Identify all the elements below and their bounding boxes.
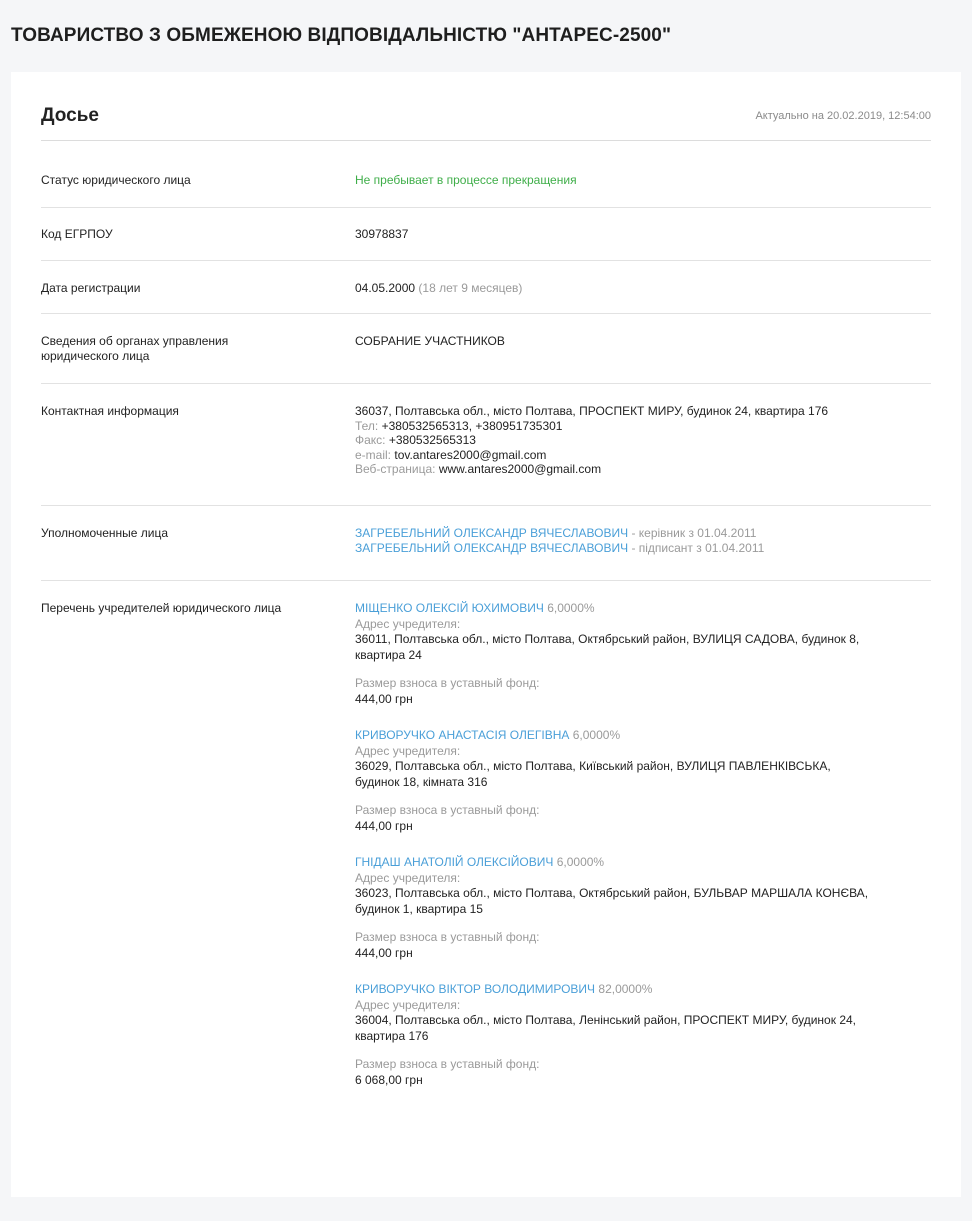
founder-address: 36023, Полтавська обл., місто Полтава, Октябрський район, БУЛЬВАР МАРШАЛА КОНЄВА, будинок 1, квартира 15 — [355, 886, 869, 916]
founder-name-link[interactable]: КРИВОРУЧКО АНАСТАСІЯ ОЛЕГІВНА — [355, 728, 570, 742]
contact-phone: Тел: +380532565313, +380951735301 — [355, 418, 563, 433]
founder-contribution-label: Размер взноса в уставный фонд: — [355, 1057, 540, 1071]
founder-share: 6,0000% — [572, 728, 621, 742]
registration-label: Дата регистрации — [41, 281, 141, 295]
contacts-value — [355, 404, 931, 477]
dossier-card — [11, 72, 961, 1197]
founder-item — [355, 855, 931, 961]
authorized-row — [41, 506, 931, 581]
contact-website: Веб-страница: www.antares2000@gmail.com — [355, 462, 602, 476]
status-row — [41, 141, 931, 208]
company-title: ТОВАРИСТВО З ОБМЕЖЕНОЮ ВІДПОВІДАЛЬНІСТЮ "АНТАРЕС-2500" — [11, 25, 672, 46]
authorized-label: Уполномоченные лица — [41, 526, 169, 540]
founder-name-link[interactable]: МІЩЕНКО ОЛЕКСІЙ ЮХИМОВИЧ — [355, 601, 544, 615]
contacts-row — [41, 384, 931, 506]
authorized-person — [355, 526, 931, 541]
founder-heading — [355, 982, 931, 998]
founder-item — [355, 982, 931, 1088]
founder-heading — [355, 855, 931, 871]
founder-address-label: Адрес учредителя: — [355, 743, 461, 758]
founder-item — [355, 728, 931, 834]
founder-address-label: Адрес учредителя: — [355, 997, 461, 1012]
founder-name-link[interactable]: КРИВОРУЧКО ВІКТОР ВОЛОДИМИРОВИЧ — [355, 982, 596, 996]
founder-contribution: 444,00 грн — [355, 818, 413, 833]
founder-item — [355, 601, 931, 707]
registration-row — [41, 261, 931, 314]
registration-value — [355, 281, 931, 296]
founders-list — [355, 601, 931, 1109]
founder-contribution-label: Размер взноса в уставный фонд: — [355, 676, 540, 690]
founder-share: 6,0000% — [547, 601, 595, 615]
founder-share: 6,0000% — [556, 855, 605, 869]
founder-address-label: Адрес учредителя: — [355, 616, 461, 631]
management-label-line2: юридического лица — [41, 349, 150, 363]
authorized-person-role: - підписант з 01.04.2011 — [631, 541, 765, 555]
founder-contribution-label: Размер взноса в уставный фонд: — [355, 930, 540, 944]
contact-fax: Факс: +380532565313 — [355, 433, 476, 447]
authorized-value — [355, 526, 931, 556]
registration-age: (18 лет 9 месяцев) — [418, 281, 523, 295]
founder-address: 36029, Полтавська обл., місто Полтава, Київський район, ВУЛИЦЯ ПАВЛЕНКІВСЬКА, будинок 18, кімната 316 — [355, 759, 831, 789]
founder-share: 82,0000% — [598, 982, 653, 996]
authorized-person-link[interactable]: ЗАГРЕБЕЛЬНИЙ ОЛЕКСАНДР ВЯЧЕСЛАВОВИЧ — [355, 526, 629, 540]
contacts-label: Контактная информация — [41, 404, 179, 418]
dossier-header — [41, 72, 931, 141]
dossier-title: Досье — [41, 105, 99, 126]
founder-heading — [355, 601, 931, 617]
management-value: СОБРАНИЕ УЧАСТНИКОВ — [355, 334, 505, 348]
actual-date: Актуально на 20.02.2019, 12:54:00 — [755, 110, 931, 122]
edrpou-row — [41, 208, 931, 261]
edrpou-label: Код ЕГРПОУ — [41, 227, 113, 241]
founders-label: Перечень учредителей юридического лица — [41, 601, 282, 615]
founder-address: 36011, Полтавська обл., місто Полтава, Октябрський район, ВУЛИЦЯ САДОВА, будинок 8, квартира 24 — [355, 632, 860, 662]
management-label — [41, 334, 321, 364]
founder-contribution: 6 068,00 грн — [355, 1072, 423, 1087]
founders-row — [41, 581, 931, 1221]
authorized-person-role: - керівник з 01.04.2011 — [631, 526, 757, 540]
registration-date: 04.05.2000 — [355, 281, 416, 295]
status-label: Статус юридического лица — [41, 173, 191, 187]
founder-contribution: 444,00 грн — [355, 691, 413, 706]
status-value: Не пребывает в процессе прекращения — [355, 173, 577, 187]
management-label-line1: Сведения об органах управления — [41, 334, 229, 348]
founder-address-label: Адрес учредителя: — [355, 870, 461, 885]
founder-name-link[interactable]: ГНІДАШ АНАТОЛІЙ ОЛЕКСІЙОВИЧ — [355, 855, 554, 869]
founder-address: 36004, Полтавська обл., місто Полтава, Ленінський район, ПРОСПЕКТ МИРУ, будинок 24, квартира 176 — [355, 1013, 856, 1043]
contact-address: 36037, Полтавська обл., місто Полтава, ПРОСПЕКТ МИРУ, будинок 24, квартира 176 — [355, 404, 829, 418]
edrpou-value: 30978837 — [355, 227, 409, 241]
dossier-table — [41, 141, 931, 1221]
founder-contribution-label: Размер взноса в уставный фонд: — [355, 803, 540, 817]
management-row — [41, 314, 931, 384]
founder-heading — [355, 728, 931, 744]
authorized-person-link[interactable]: ЗАГРЕБЕЛЬНИЙ ОЛЕКСАНДР ВЯЧЕСЛАВОВИЧ — [355, 541, 629, 555]
founder-contribution: 444,00 грн — [355, 945, 413, 960]
contact-email: e-mail: tov.antares2000@gmail.com — [355, 447, 547, 462]
authorized-person — [355, 541, 931, 556]
